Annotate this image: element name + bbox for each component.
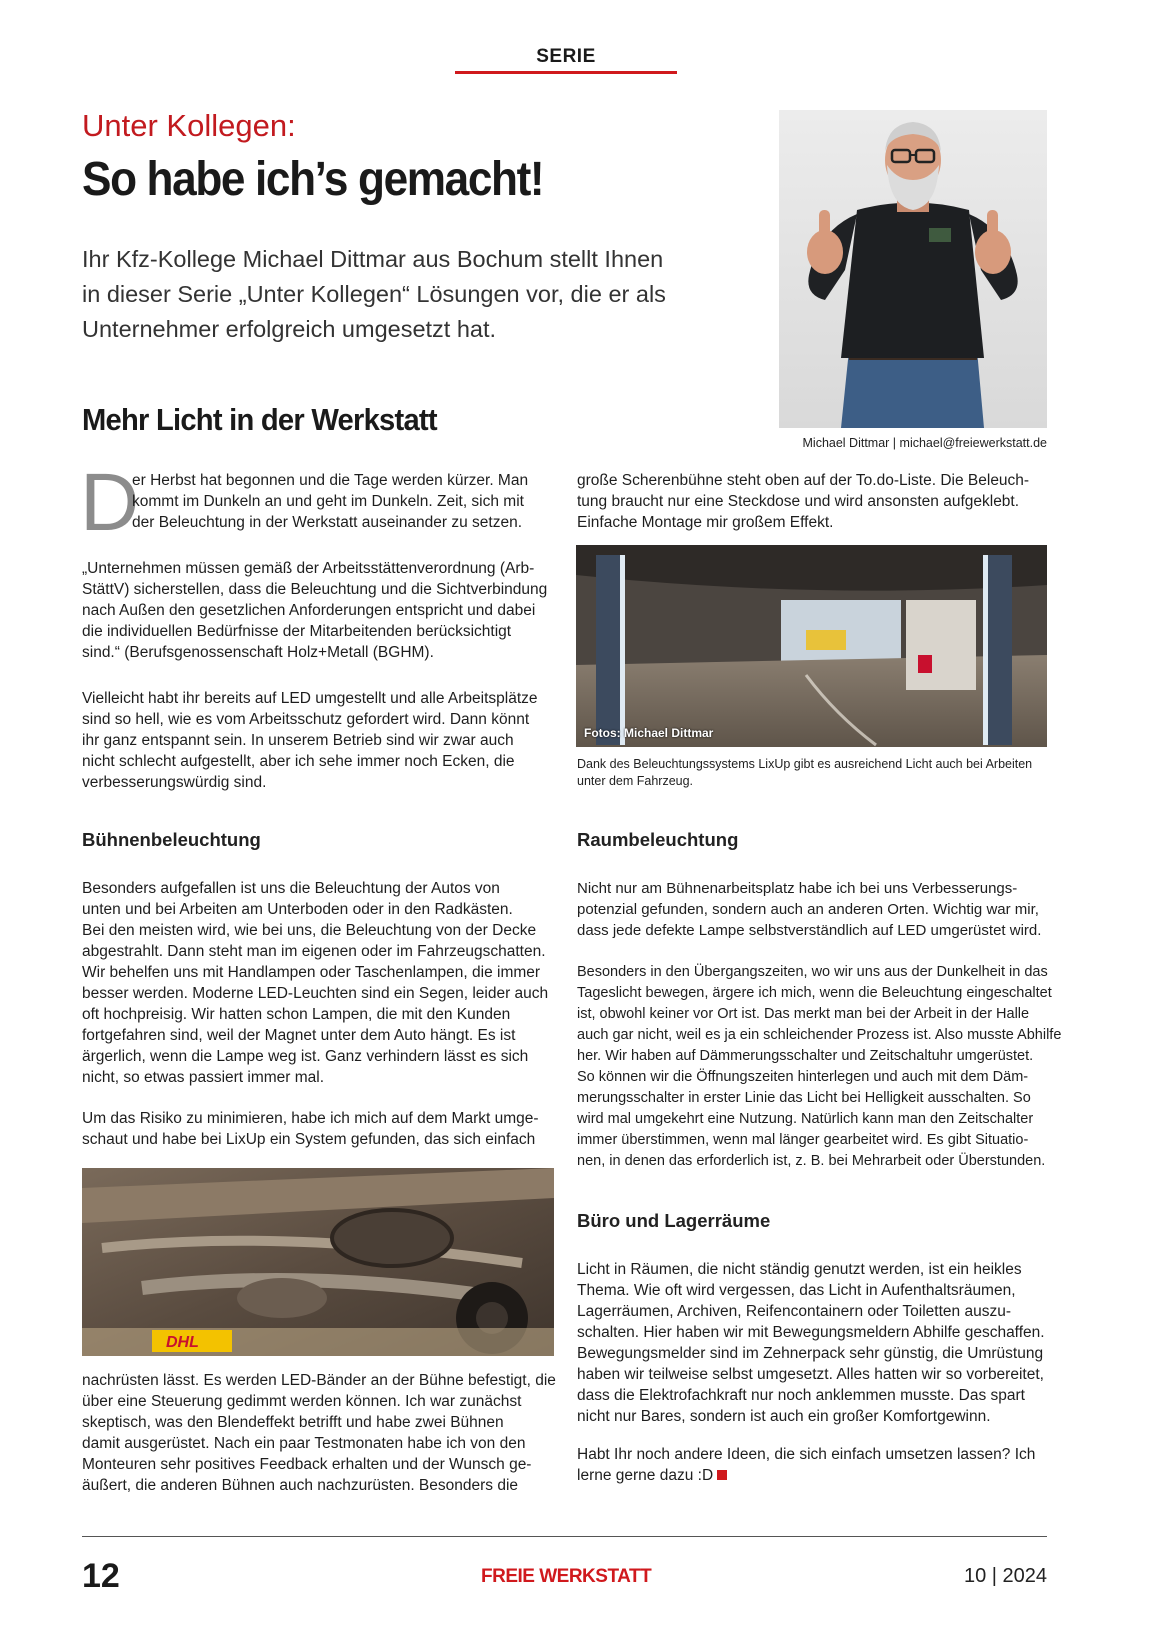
end-mark-icon [717,1470,727,1480]
lead-paragraph [132,470,553,533]
intro-line: Unternehmer erfolgreich umgesetzt hat. [82,316,497,342]
lead-line: kommt im Dunkeln an und geht im Dunkeln. Zeit, sich mit [132,493,524,510]
subheading-buehnenbeleuchtung: Bühnenbeleuchtung [82,829,261,850]
buehne-line: ärgerlich, wenn die Lampe weg ist. Ganz verhindern lässt es sich [82,1048,529,1065]
article-kicker: Unter Kollegen: [82,108,296,143]
subheading-raumbeleuchtung: Raumbeleuchtung [577,829,739,850]
workshop-illustration [576,545,1047,747]
closing-line [577,1465,1047,1486]
page-number: 12 [82,1557,120,1595]
closing-text: lerne gerne dazu :D [577,1467,714,1484]
author-portrait-photo [779,110,1047,428]
quote-line: die individuellen Bedürfnisse der Mitarbeitenden berücksichtigt [82,623,512,640]
led-line: Vielleicht habt ihr bereits auf LED umgestellt und alle Arbeitsplätze [82,690,538,707]
led-line: verbesserungswürdig sind. [82,774,267,791]
buehne-line: besser werden. Moderne LED-Leuchten sind ein Segen, leider auch [82,985,549,1002]
buero-line: Licht in Räumen, die nicht ständig genutzt werden, ist ein heikles [577,1261,1022,1278]
raum-line: Nicht nur am Bühnenarbeitsplatz habe ich bei uns Verbesserungs- [577,880,1018,897]
lead-line: der Beleuchtung in der Werkstatt auseinander zu setzen. [132,514,523,531]
caption-line: Dank des Beleuchtungssystems LixUp gibt es ausreichend Licht auch bei Arbeiten [577,757,1033,771]
buehne-paragraph-3 [82,1370,554,1496]
underbody-photo [82,1168,554,1356]
subheading-buero-lagerraeume: Büro und Lagerräume [577,1210,771,1231]
photo-credit: Fotos: Michael Dittmar [584,726,714,740]
raum-line: ist, obwohl keiner vor Ort ist. Das merkt man bei der Arbeit in der Halle [577,1006,1030,1022]
quote-line: sind.“ (Berufsgenossenschaft Holz+Metall (BGHM). [82,644,434,661]
led-line: nicht schlecht aufgestellt, aber ich sehe immer noch Ecken, die [82,753,515,770]
buero-line: Thema. Wie oft wird vergessen, das Licht in Aufenthaltsräumen, [577,1282,1016,1299]
buehne-line: nicht, so etwas passiert immer mal. [82,1069,325,1086]
buero-line: Lagerräumen, Archiven, Reifencontainern oder Toiletten auszu- [577,1303,1011,1320]
buehne-line: damit ausgerüstet. Nach ein paar Testmonaten habe ich von den [82,1435,526,1452]
caption-line: unter dem Fahrzeug. [577,774,694,788]
drop-cap: D [80,457,140,548]
led-line: sind so hell, wie es vom Arbeitsschutz gefordert wird. Dann könnt [82,711,530,728]
series-label: SERIE [536,46,596,67]
continuation-line: Einfache Montage mir großem Effekt. [577,514,834,531]
article-headline: So habe ich’s gemacht! [82,153,544,206]
raum-paragraph-2 [577,962,1062,1172]
portrait-caption: Michael Dittmar | michael@freiewerkstatt.de [802,436,1047,450]
buero-line: nicht nur Bares, sondern ist auch ein großer Komfortgewinn. [577,1408,991,1425]
buehne-line: schaut und habe bei LixUp ein System gefunden, das sich einfach [82,1131,536,1148]
quote-paragraph [82,558,554,663]
buehne-line: nachrüsten lässt. Es werden LED-Bänder an der Bühne befestigt, die [82,1372,556,1389]
underbody-illustration [82,1168,554,1356]
buero-line: Bewegungsmelder sind im Zehnerpack sehr günstig, die Umrüstung [577,1345,1044,1362]
led-paragraph [82,688,554,793]
buehne-line: fortgefahren sind, weil der Magnet unter dem Auto hängt. Es ist [82,1027,516,1044]
raum-line: auch gar nicht, weil es ja ein schleichender Prozess ist. Also musste Abhilfe [577,1027,1062,1043]
quote-line: „Unternehmen müssen gemäß der Arbeitsstättenverordnung (Arb- [82,560,535,577]
workshop-lift-photo [576,545,1047,747]
buehne-line: Wir behelfen uns mit Handlampen oder Taschenlampen, die immer [82,964,541,981]
magazine-logo: FREIE WERKSTATT [481,1566,652,1587]
dhl-logo-text: DHL [166,1334,199,1351]
buehne-line: Um das Risiko zu minimieren, habe ich mich auf dem Markt umge- [82,1110,539,1127]
buehne-paragraph-2 [82,1108,554,1150]
article-intro [82,242,702,347]
buehne-line: Monteuren sehr positives Feedback erhalten und der Wunsch ge- [82,1456,532,1473]
buehne-paragraph-1 [82,878,554,1088]
section-title: Mehr Licht in der Werkstatt [82,402,437,437]
closing-paragraph [577,1444,1047,1486]
buehne-line: Bei den meisten wird, wie bei uns, die Beleuchtung von der Decke [82,922,537,939]
buehne-line: abgestrahlt. Dann steht man im eigenen oder im Fahrzeugschatten. [82,943,546,960]
issue-label: 10 | 2024 [963,1565,1047,1587]
footer-divider [82,1536,1047,1537]
buero-line: schalten. Hier haben wir mit Bewegungsmeldern Abhilfe geschaffen. [577,1324,1045,1341]
led-line: ihr ganz entspannt sein. In unserem Betrieb sind wir zwar auch [82,732,514,749]
buehne-line: Besonders aufgefallen ist uns die Beleuchtung der Autos von [82,880,500,897]
raum-line: potenzial gefunden, sondern auch an anderen Orten. Wichtig war mir, [577,901,1039,918]
raum-paragraph-1 [577,878,1047,941]
raum-line: immer überstimmen, wenn mal länger gearbeitet wird. Es gibt Situatio- [577,1132,1029,1148]
continuation-line: große Scherenbühne steht oben auf der To.do-Liste. Die Beleuch- [577,472,1030,489]
buero-line: dass die Elektrofachkraft nur noch anklemmen musste. Das spart [577,1387,1025,1404]
continuation-line: tung braucht nur eine Steckdose und wird ansonsten aufgeklebt. [577,493,1020,510]
buehne-line: skeptisch, was den Blendeffekt betrifft und habe zwei Bühnen [82,1414,504,1431]
raum-line: dass jede defekte Lampe selbstverständlich auf LED umgerüstet wird. [577,922,1042,939]
quote-line: nach Außen den gesetzlichen Anforderungen entspricht und dabei [82,602,536,619]
buehne-line: oft hochpreisig. Wir hatten schon Lampen, die mit den Kunden [82,1006,511,1023]
photo-caption [577,756,1047,790]
continuation-paragraph [577,470,1047,533]
buero-paragraph [577,1259,1047,1427]
intro-line: Ihr Kfz-Kollege Michael Dittmar aus Bochum stellt Ihnen [82,246,664,272]
closing-line: Habt Ihr noch andere Ideen, die sich einfach umsetzen lassen? Ich [577,1446,1036,1463]
series-underline [455,71,677,74]
buehne-line: äußert, die anderen Bühnen auch nachzurüsten. Besonders die [82,1477,519,1494]
portrait-illustration [779,110,1047,428]
raum-line: Besonders in den Übergangszeiten, wo wir uns aus der Dunkelheit in das [577,964,1048,980]
buehne-line: unten und bei Arbeiten am Unterboden oder in den Radkästen. [82,901,513,918]
raum-line: merungsschalter in erster Linie das Licht bei Helligkeit ausschalten. So [577,1090,1031,1106]
raum-line: wird mal umgekehrt eine Nutzung. Natürlich kann man den Zeitschalter [577,1111,1034,1127]
intro-line: in dieser Serie „Unter Kollegen“ Lösungen vor, die er als [82,281,666,307]
raum-line: Tageslicht bewegen, ärgere ich mich, wenn die Beleuchtung eingeschaltet [577,985,1052,1001]
raum-line: So können wir die Öffnungszeiten hinterlegen und auch mit dem Däm- [577,1069,1029,1085]
quote-line: StättV) sicherstellen, dass die Beleuchtung und die Sichtverbindung [82,581,548,598]
raum-line: her. Wir haben auf Dämmerungsschalter und Zeitschaltuhr umgerüstet. [577,1048,1034,1064]
buero-line: haben wir teilweise selbst umgesetzt. Alles hatten wir so vorbereitet, [577,1366,1044,1383]
buehne-line: über eine Steuerung gedimmt werden können. Ich war zunächst [82,1393,522,1410]
lead-line: er Herbst hat begonnen und die Tage werden kürzer. Man [132,472,529,489]
raum-line: nen, in denen das erforderlich ist, z. B. bei Mehrarbeit oder Überstunden. [577,1153,1046,1169]
